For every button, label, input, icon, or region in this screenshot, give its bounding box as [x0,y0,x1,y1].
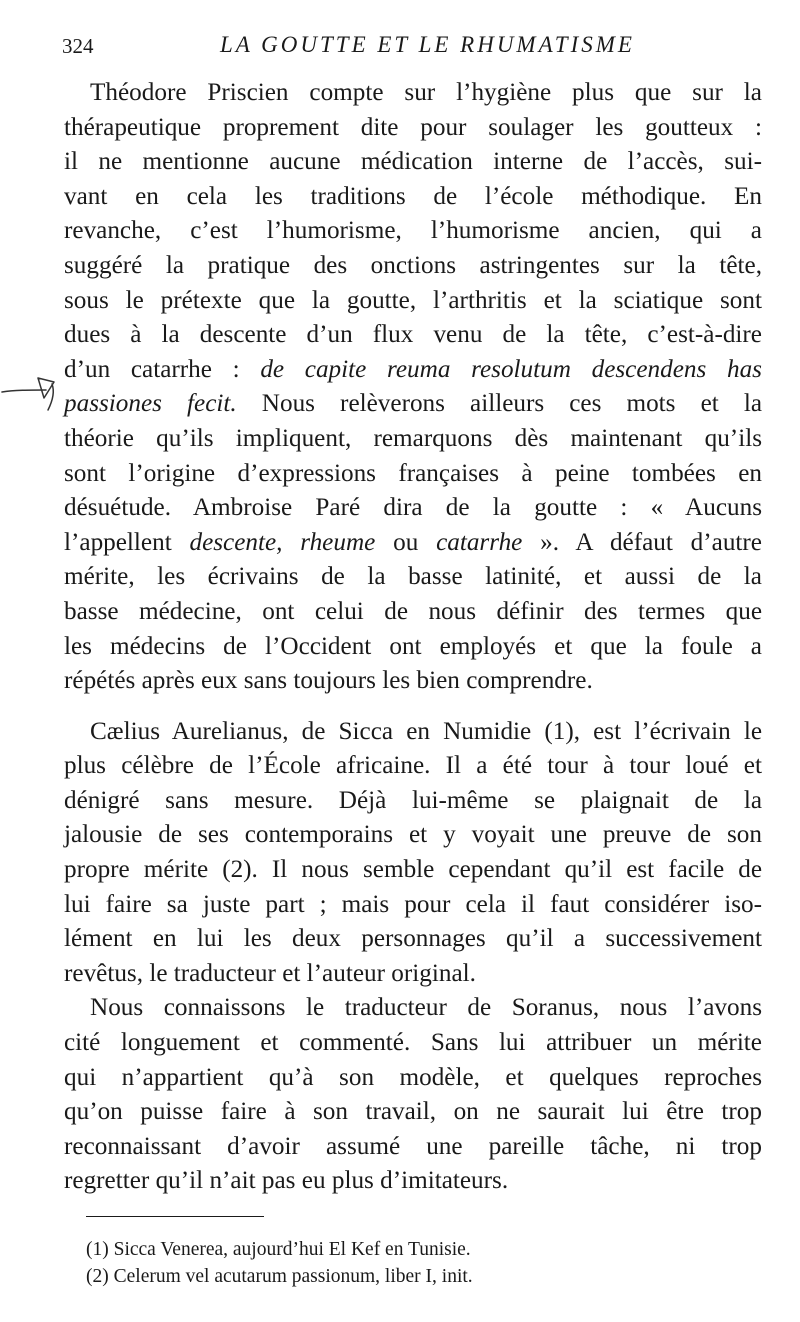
paragraph [64,715,762,992]
text-line [64,922,762,957]
text-line [64,284,762,319]
text-line [64,715,762,750]
handwritten-arrow-icon [0,370,66,416]
text-run: Théodore Priscien compte sur l’hygiène plus que sur la [90,79,762,106]
text-line [64,318,762,353]
italic-text: descente, rheume [189,528,376,556]
text-line [64,1061,762,1096]
text-line [64,560,762,595]
text-run: Nous connaissons le traducteur de Soranus, nous l’avons [90,994,762,1022]
text-line [64,76,762,111]
text-run: dénigré sans mesure. Déjà lui-même se plaignait de la [64,786,762,814]
footnote-divider [86,1216,264,1217]
text-line [64,145,762,180]
text-run: les médecins de l’Occident ont employés et que la foule a [64,632,762,660]
text-line [64,818,762,853]
text-line [64,422,762,457]
text-run: Cælius Aurelianus, de Sicca en Numidie (1), est l’écrivain le [90,717,762,745]
running-title: LA GOUTTE ET LE RHUMATISME [220,32,635,57]
text-run: Nous relèverons ailleurs ces mots et la [236,390,763,418]
text-run: lément en lui les deux personnages qu’il a successivement [64,925,762,953]
running-header [62,32,762,62]
text-run: répétés après eux sans toujours les bien comprendre. [64,667,593,695]
text-line [64,853,762,888]
footnotes [86,1236,686,1290]
text-run: qui n’appartient qu’à son modèle, et quelques reproches [64,1063,762,1091]
text-run: vant en cela les traditions de l’école méthodique. En [64,182,762,210]
footnote-1: (1) Sicca Venerea, aujourd’hui El Kef en Tunisie. [86,1239,471,1260]
text-line [64,630,762,665]
text-line [64,1026,762,1061]
text-line [64,457,762,492]
page-number: 324 [62,34,94,58]
text-line [64,784,762,819]
text-line [64,249,762,284]
text-run: regretter qu’il n’ait pas eu plus d’imitateurs. [64,1167,509,1195]
footnote-2: (2) Celerum vel acutarum passionum, liber I, init. [86,1266,473,1287]
text-line [64,353,762,388]
text-line [64,1130,762,1165]
text-run: propre mérite (2). Il nous semble cependant qu’il est facile de [64,856,762,884]
text-run: dues à la descente d’un flux venu de la tête, c’est-à-dire [64,321,762,349]
text-run: désuétude. Ambroise Paré dira de la goutte : « Aucuns [64,494,762,522]
paragraph [64,76,762,699]
text-run: cité longuement et commenté. Sans lui attribuer un mérite [64,1029,762,1057]
text-run: l’appellent [64,528,190,556]
text-run: ou [375,528,437,556]
text-run: basse médecine, ont celui de nous définir des termes que [64,597,762,625]
text-line [64,991,762,1026]
italic-text: passiones fecit. [64,390,237,418]
text-run: plus célèbre de l’École africaine. Il a été tour à tour loué et [64,752,762,780]
text-line [64,526,762,561]
text-line [64,749,762,784]
text-run: sont l’origine d’expressions françaises à peine tombées en [64,459,762,487]
text-line [64,387,762,422]
text-run: il ne mentionne aucune médication interne de l’accès, sui- [64,148,762,176]
text-run: qu’on puisse faire à son travail, on ne saurait lui être trop [64,1098,762,1126]
text-line [64,1164,762,1199]
text-run: ». A défaut d’autre [522,528,762,556]
paragraph-gap [64,699,762,715]
text-line [64,111,762,146]
text-line [64,491,762,526]
text-run: revêtus, le traducteur et l’auteur original. [64,959,476,987]
text-line [64,664,762,699]
text-line [64,888,762,923]
paragraph [64,991,762,1199]
text-line [64,595,762,630]
text-run: suggéré la pratique des onctions astringentes sur la tête, [64,251,762,279]
italic-text: de capite reuma resolutum descendens has [260,355,762,383]
text-line [64,214,762,249]
text-line [64,957,762,992]
text-run: théorie qu’ils impliquent, remarquons dès maintenant qu’ils [64,424,762,452]
text-run: revanche, c’est l’humorisme, l’humorisme ancien, qui a [64,217,762,245]
text-run: jalousie de ses contemporains et y voyait une preuve de son [64,821,762,849]
text-line [64,1095,762,1130]
text-run: mérite, les écrivains de la basse latinité, et aussi de la [64,563,762,591]
text-line [64,180,762,215]
text-run: reconnaissant d’avoir assumé une pareille tâche, ni trop [64,1132,762,1160]
body-text [64,76,762,1199]
italic-text: catarrhe [436,528,523,556]
text-run: thérapeutique proprement dite pour soulager les goutteux : [64,113,762,141]
text-run: lui faire sa juste part ; mais pour cela il faut considérer iso- [64,890,762,918]
text-run: d’un catarrhe : [64,355,261,383]
text-run: sous le prétexte que la goutte, l’arthritis et la sciatique sont [64,286,762,314]
